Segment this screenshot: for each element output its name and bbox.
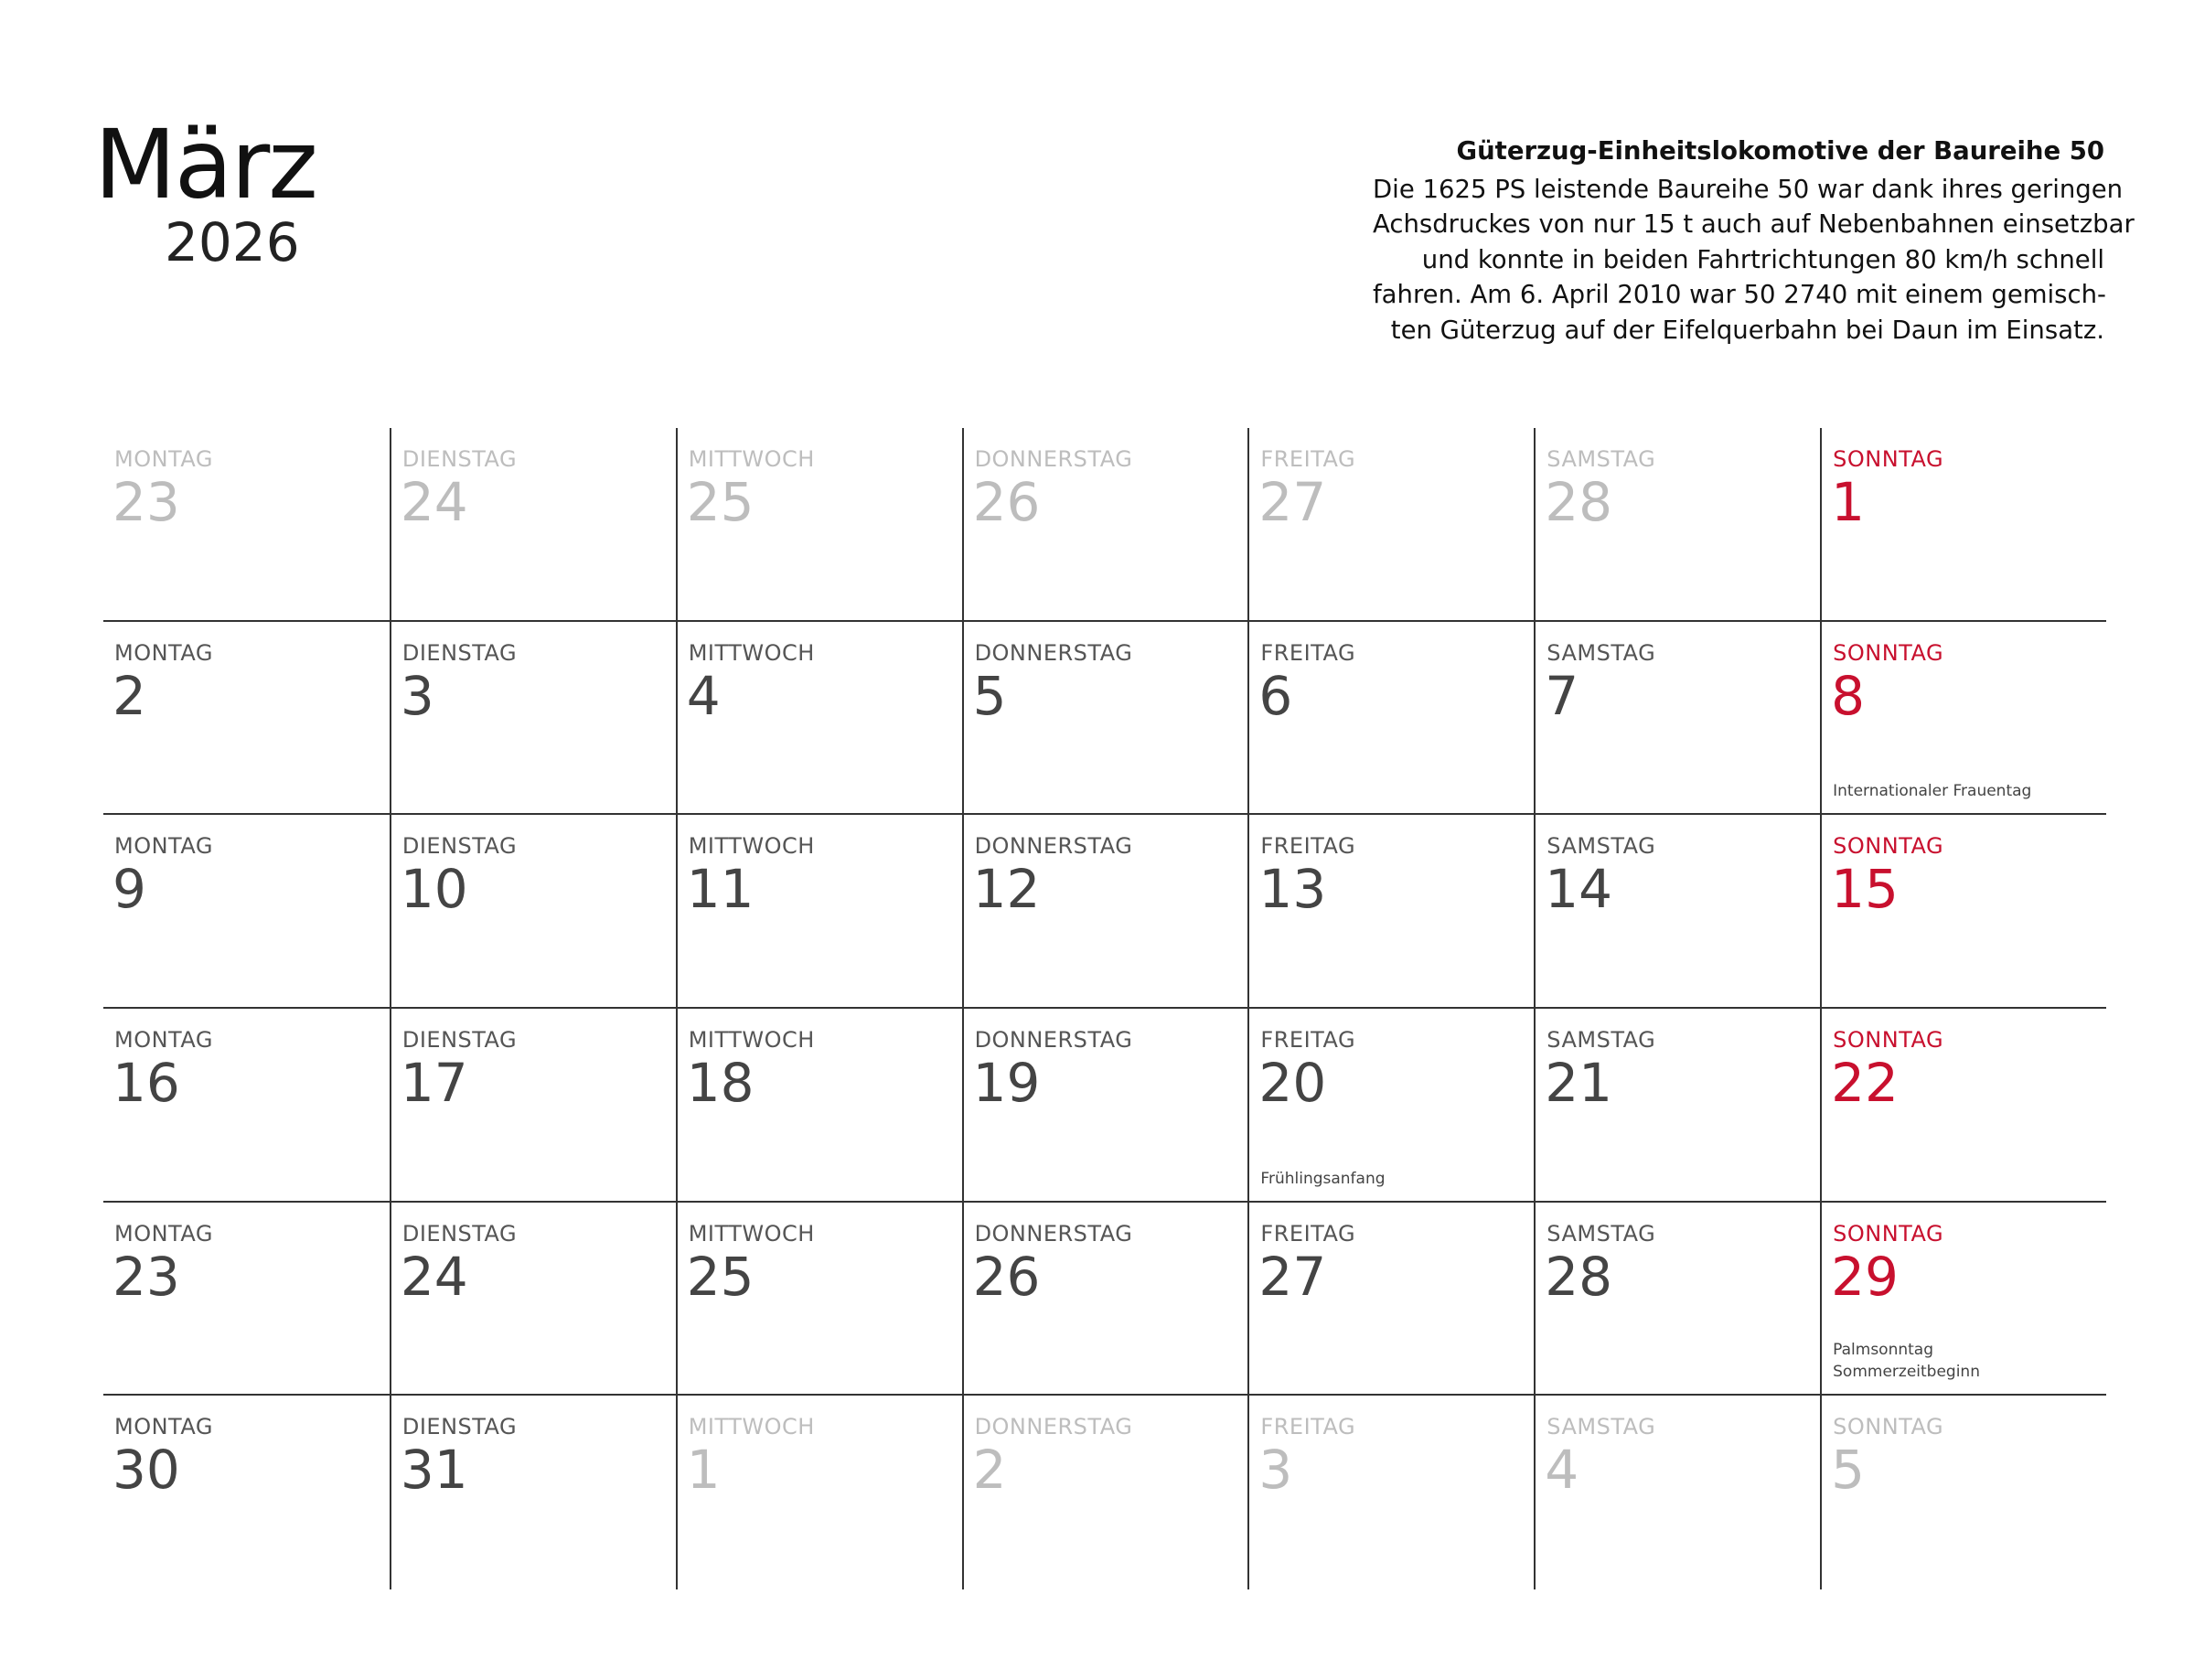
date-number: 1	[686, 1439, 721, 1502]
day-cell[interactable]	[1247, 1203, 1534, 1396]
date-number: 26	[972, 1245, 1041, 1308]
day-cell[interactable]	[390, 815, 676, 1009]
date-number: 29	[1831, 1245, 1899, 1308]
day-cell[interactable]	[676, 1203, 962, 1396]
day-cell[interactable]	[103, 1009, 390, 1203]
day-cell[interactable]	[390, 622, 676, 816]
caption-title: Güterzug-Einheitslokomotive der Baureihe 50	[1456, 136, 2104, 166]
day-cell[interactable]	[103, 428, 390, 622]
date-number: 28	[1545, 471, 1613, 533]
day-cell[interactable]	[103, 815, 390, 1009]
date-number: 18	[686, 1052, 755, 1114]
weekday-label: SONNTAG	[1833, 833, 1944, 860]
date-number: 8	[1831, 664, 1866, 727]
month-title: März	[94, 109, 316, 220]
caption-line: fahren. Am 6. April 2010 war 50 2740 mit einem gemisch-	[1373, 280, 2106, 309]
weekday-label: MITTWOCH	[688, 833, 815, 860]
weekday-label: DONNERSTAG	[974, 1220, 1133, 1247]
date-number: 7	[1545, 664, 1579, 727]
holiday-note-line: Internationaler Frauentag	[1833, 782, 2032, 801]
day-cell[interactable]	[676, 1396, 962, 1589]
date-number: 13	[1258, 858, 1327, 921]
weekday-label: FREITAG	[1260, 446, 1356, 472]
date-number: 2	[972, 1439, 1007, 1502]
weekday-label: SONNTAG	[1833, 1220, 1944, 1247]
date-number: 14	[1545, 858, 1613, 921]
weekday-label: FREITAG	[1260, 1414, 1356, 1440]
date-number: 24	[400, 1245, 468, 1308]
weekday-label: FREITAG	[1260, 1220, 1356, 1247]
holiday-note	[1833, 1339, 1980, 1383]
day-cell[interactable]	[103, 1203, 390, 1396]
weekday-label: DONNERSTAG	[974, 446, 1133, 472]
weekday-label: DIENSTAG	[401, 1414, 518, 1440]
weekday-label: SAMSTAG	[1547, 446, 1656, 472]
date-number: 25	[686, 1245, 755, 1308]
day-cell[interactable]	[962, 1009, 1248, 1203]
day-cell[interactable]	[676, 1009, 962, 1203]
holiday-note-line: Sommerzeitbeginn	[1833, 1363, 1980, 1382]
weekday-label: DONNERSTAG	[974, 639, 1133, 666]
day-cell[interactable]	[676, 428, 962, 622]
date-number: 16	[112, 1052, 180, 1114]
day-cell[interactable]	[1247, 428, 1534, 622]
day-cell[interactable]	[1247, 622, 1534, 816]
weekday-label: DIENSTAG	[401, 1220, 518, 1247]
date-number: 15	[1831, 858, 1899, 921]
holiday-note	[1260, 1168, 1385, 1190]
day-cell[interactable]	[390, 1203, 676, 1396]
caption-line: ten Güterzug auf der Eifelquerbahn bei Daun im Einsatz.	[1390, 315, 2104, 345]
date-number: 23	[112, 471, 180, 533]
weekday-label: MONTAG	[114, 1414, 213, 1440]
day-cell[interactable]	[1820, 1009, 2106, 1203]
day-cell[interactable]	[962, 815, 1248, 1009]
day-cell[interactable]	[962, 1203, 1248, 1396]
date-number: 1	[1831, 471, 1866, 533]
weekday-label: SONNTAG	[1833, 1027, 1944, 1053]
day-cell[interactable]	[1534, 428, 1820, 622]
day-cell[interactable]	[1820, 1203, 2106, 1396]
day-cell[interactable]	[962, 1396, 1248, 1589]
weekday-label: SONNTAG	[1833, 639, 1944, 666]
caption-line: und konnte in beiden Fahrtrichtungen 80 km/h schnell	[1421, 244, 2104, 274]
day-cell[interactable]	[1534, 1396, 1820, 1589]
date-number: 5	[1831, 1439, 1866, 1502]
date-number: 27	[1258, 1245, 1327, 1308]
weekday-label: FREITAG	[1260, 833, 1356, 860]
day-cell[interactable]	[1247, 1009, 1534, 1203]
day-cell[interactable]	[1534, 815, 1820, 1009]
day-cell[interactable]	[1820, 428, 2106, 622]
date-number: 12	[972, 858, 1041, 921]
caption-line: Die 1625 PS leistende Baureihe 50 war dank ihres geringen	[1373, 174, 2124, 204]
weekday-label: DIENSTAG	[401, 446, 518, 472]
date-number: 27	[1258, 471, 1327, 533]
year-label: 2026	[165, 211, 300, 273]
weekday-label: MITTWOCH	[688, 639, 815, 666]
date-number: 22	[1831, 1052, 1899, 1114]
holiday-note	[1833, 780, 2031, 802]
day-cell[interactable]	[390, 1009, 676, 1203]
date-number: 25	[686, 471, 755, 533]
day-cell[interactable]	[1534, 1203, 1820, 1396]
caption-line: Achsdruckes von nur 15 t auch auf Nebenbahnen einsetzbar	[1373, 209, 2135, 239]
holiday-note-line: Frühlingsanfang	[1260, 1169, 1386, 1188]
weekday-label: DONNERSTAG	[974, 1414, 1133, 1440]
weekday-label: SAMSTAG	[1547, 1027, 1656, 1053]
date-number: 26	[972, 471, 1041, 533]
weekday-label: MONTAG	[114, 639, 213, 666]
date-number: 9	[112, 858, 146, 921]
date-number: 21	[1545, 1052, 1613, 1114]
weekday-label: DIENSTAG	[401, 833, 518, 860]
day-cell[interactable]	[1820, 1396, 2106, 1589]
weekday-label: MITTWOCH	[688, 1414, 815, 1440]
day-cell[interactable]	[1820, 815, 2106, 1009]
day-cell[interactable]	[1247, 815, 1534, 1009]
date-number: 19	[972, 1052, 1041, 1114]
weekday-label: MONTAG	[114, 1220, 213, 1247]
date-number: 24	[400, 471, 468, 533]
date-number: 2	[112, 664, 146, 727]
date-number: 17	[400, 1052, 468, 1114]
day-cell[interactable]	[962, 622, 1248, 816]
day-cell[interactable]	[390, 428, 676, 622]
date-number: 11	[686, 858, 755, 921]
weekday-label: SAMSTAG	[1547, 833, 1656, 860]
date-number: 10	[400, 858, 468, 921]
date-number: 28	[1545, 1245, 1613, 1308]
day-cell[interactable]	[1820, 622, 2106, 816]
weekday-label: SAMSTAG	[1547, 1414, 1656, 1440]
day-cell[interactable]	[103, 1396, 390, 1589]
weekday-label: MITTWOCH	[688, 1220, 815, 1247]
date-number: 6	[1258, 664, 1293, 727]
day-cell[interactable]	[1534, 1009, 1820, 1203]
date-number: 5	[972, 664, 1007, 727]
weekday-label: MONTAG	[114, 1027, 213, 1053]
weekday-label: MONTAG	[114, 446, 213, 472]
date-number: 3	[1258, 1439, 1293, 1502]
day-cell[interactable]	[103, 622, 390, 816]
weekday-label: DONNERSTAG	[974, 833, 1133, 860]
weekday-label: SONNTAG	[1833, 1414, 1944, 1440]
date-number: 4	[1545, 1439, 1579, 1502]
weekday-label: DIENSTAG	[401, 639, 518, 666]
date-number: 3	[400, 664, 434, 727]
day-cell[interactable]	[390, 1396, 676, 1589]
date-number: 23	[112, 1245, 180, 1308]
weekday-label: SONNTAG	[1833, 446, 1944, 472]
day-cell[interactable]	[962, 428, 1248, 622]
day-cell[interactable]	[1247, 1396, 1534, 1589]
weekday-label: FREITAG	[1260, 639, 1356, 666]
holiday-note-line: Palmsonntag	[1833, 1341, 1934, 1360]
weekday-label: MONTAG	[114, 833, 213, 860]
weekday-label: DONNERSTAG	[974, 1027, 1133, 1053]
date-number: 30	[112, 1439, 180, 1502]
weekday-label: MITTWOCH	[688, 446, 815, 472]
weekday-label: SAMSTAG	[1547, 639, 1656, 666]
day-cell[interactable]	[676, 622, 962, 816]
weekday-label: SAMSTAG	[1547, 1220, 1656, 1247]
day-cell[interactable]	[1534, 622, 1820, 816]
day-cell[interactable]	[676, 815, 962, 1009]
date-number: 4	[686, 664, 721, 727]
date-number: 31	[400, 1439, 468, 1502]
photo-caption	[1373, 134, 2135, 348]
date-number: 20	[1258, 1052, 1327, 1114]
weekday-label: FREITAG	[1260, 1027, 1356, 1053]
calendar-grid	[103, 428, 2106, 1589]
weekday-label: DIENSTAG	[401, 1027, 518, 1053]
weekday-label: MITTWOCH	[688, 1027, 815, 1053]
